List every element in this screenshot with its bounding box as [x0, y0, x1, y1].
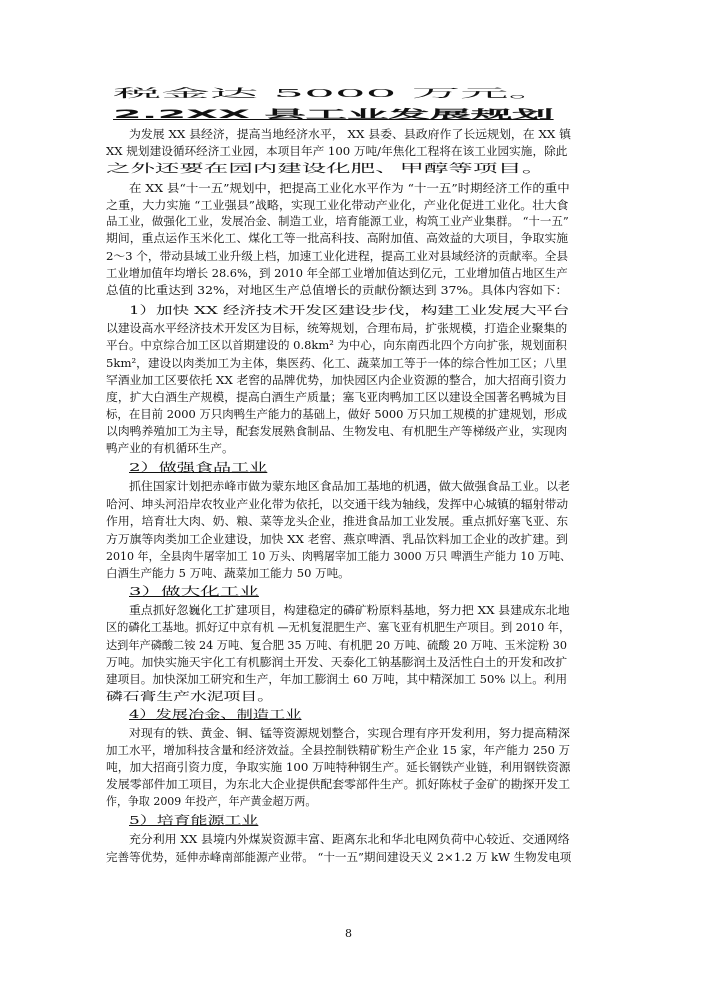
text-line: 标，在目前 2000 万只肉鸭生产能力的基础上，做好 5000 万只加工规模的扩建规划，形成: [106, 407, 567, 421]
text-line: 吨，加大招商引资力度，争取实施 100 万吨特种钢生产。延长钢铁产业链，利用钢铁资源: [106, 760, 571, 774]
text-line: 抓住国家计划把赤峰市做为蒙东地区食品加工基地的机遇，做大做强食品工业。以老: [129, 479, 570, 493]
text-line: 罕酒业加工区要依托 XX 老窖的品牌优势，加快园区内企业资源的整合，加大招商引资力: [106, 373, 567, 387]
text-line: 为发展 XX 县经济，提高当地经济水平， XX 县委、县政府作了长远规划，在 XX 镇: [129, 127, 572, 141]
text-line: 发展零部件加工项目，为东北大企业提供配套零部件生产。抓好陈杖子金矿的勘探开发工: [106, 777, 571, 791]
text-line: 充分利用 XX 县境内外煤炭资源丰富、距离东北和华北电网负荷中心较近、交通网络: [129, 832, 570, 846]
text-line: 平台。中京综合加工区以首期建设的 0.8km² 为中心，向东南西北四个方向扩张，规划面积: [106, 338, 567, 352]
text-line: 白酒生产能力 5 万吨、蔬菜加工能力 50 万吨。: [106, 566, 350, 580]
text-line: 重点抓好忽巍化工扩建项目，构建稳定的磷矿粉原料基地，努力把 XX 县建成东北地: [129, 603, 570, 617]
text-line: 之重，大力实施 “工业强县”战略，实现工业化带动产业化，产业化促进工业化。壮大食: [106, 198, 569, 212]
text-line: 达到年产磷酸二铵 24 万吨、复合肥 35 万吨、有机肥 20 万吨、硫酸 20 万吨、玉米淀粉 30: [106, 638, 567, 652]
text-line: 期间，重点运作玉米化工、煤化工等一批高科技、高附加值、高效益的大项目，争取实施: [106, 231, 569, 245]
text-line: 在 XX 县“十一五”规划中，把提高工业化水平作为 “十一五”时期经济工作的重中: [129, 181, 570, 195]
text-line: 工业增加值年均增长 28.6%，到 2010 年全部工业增加值达到亿元，工业增加值占地区生产: [106, 266, 568, 280]
text-line: 建项目。加快深加工研究和生产，年加工膨润土 60 万吨，其中精深加工 50% 以上。利用: [106, 672, 568, 686]
text-line: 度，扩大白酒生产规模，提高白酒生产质量；塞飞亚肉鸭加工区以建设全国著名鸭城为目: [106, 390, 568, 404]
subsection-heading: 1）加快 XX 经济技术开发区建设步伐，构建工业发展大平台: [129, 303, 570, 317]
page-number: 8: [345, 927, 352, 940]
subsection-heading: 4）发展冶金、制造工业: [129, 707, 302, 721]
text-line: 万吨。加快实施天宇化工有机膨润土开发、天泰化工钠基膨润土及活性白土的开发和改扩: [106, 655, 568, 669]
text-line: 对现有的铁、黄金、铜、锰等资源规划整合，实现合理有序开发利用，努力提高精深: [129, 726, 570, 740]
text-line: XX 规划建设循环经济工业园，本项目年产 100 万吨/年焦化工程将在该工业园实施，除此: [106, 144, 568, 158]
text-line: 以肉鸭养殖加工为主导，配套发展熟食制品、生物发电、有机肥生产等梯级产业，实现肉: [106, 424, 568, 438]
text-line: 区的磷化工基地。抓好辽中京有机 —无机复混肥生产、塞飞亚有机肥生产项目。到 2010 年，: [106, 620, 571, 634]
text-line: 品工业，做强化工业，发展冶金、制造工业，培育能源工业，构筑工业产业集群。 “十一五”: [106, 214, 569, 228]
section-heading: 2.2XX 县工业发展规划: [113, 107, 554, 121]
text-line: 作，争取 2009 年投产，年产黄金超万两。: [106, 794, 317, 808]
text-line: 税金达 5000 万元。: [113, 86, 557, 100]
text-line: 方万旗等肉类加工企业建设，加快 XX 老窖、燕京啤酒、乳品饮料加工企业的改扩建。到: [106, 532, 568, 546]
text-line: 总值的比重达到 32%，对地区生产总值增长的贡献份额达到 37%。具体内容如下：: [106, 283, 568, 297]
text-line: 哈河、坤头河沿岸农牧业产业化带为依托，以交通干线为轴线，发挥中心城镇的辐射带动: [106, 497, 569, 511]
text-line: 2～3 个，带动县域工业升级上档，加速工业化进程，提高工业对县域经济的贡献率。全县: [106, 249, 569, 263]
text-line: 2010 年，全县肉牛屠宰加工 10 万头、肉鸭屠宰加工能力 3000 万只 啤酒生产能力 10 万吨、: [106, 549, 572, 563]
subsection-heading: 3）做大化工业: [129, 584, 259, 598]
text-line: 之外还要在园内建设化肥、甲醇等项目。: [106, 161, 547, 175]
subsection-heading: 5）培育能源工业: [129, 813, 259, 827]
subsection-heading: 2）做强食品工业: [129, 460, 268, 474]
text-line: 5km²，建设以肉类加工为主体，集医药、化工、蔬菜加工等于一体的综合性加工区；八里: [106, 356, 568, 370]
text-line: 鸭产业的有机循环生产。: [106, 441, 234, 455]
text-line: 磷石膏生产水泥项目。: [106, 689, 274, 703]
text-line: 完善等优势，延伸赤峰南部能源产业带。 “十一五”期间建设天义 2×1.2 万 kW 生物发电项: [106, 850, 572, 864]
text-line: 作用，培育壮大肉、奶、粮、菜等龙头企业，推进食品加工业发展。重点抓好塞飞亚、东: [106, 514, 569, 528]
text-line: 加工水平，增加科技含量和经济效益。全县控制铁精矿粉生产企业 15 家，年产能力 250 万: [106, 743, 571, 757]
text-line: 以建设高水平经济技术开发区为目标，统筹规划，合理布局，扩张规模，打造企业聚集的: [106, 321, 568, 335]
